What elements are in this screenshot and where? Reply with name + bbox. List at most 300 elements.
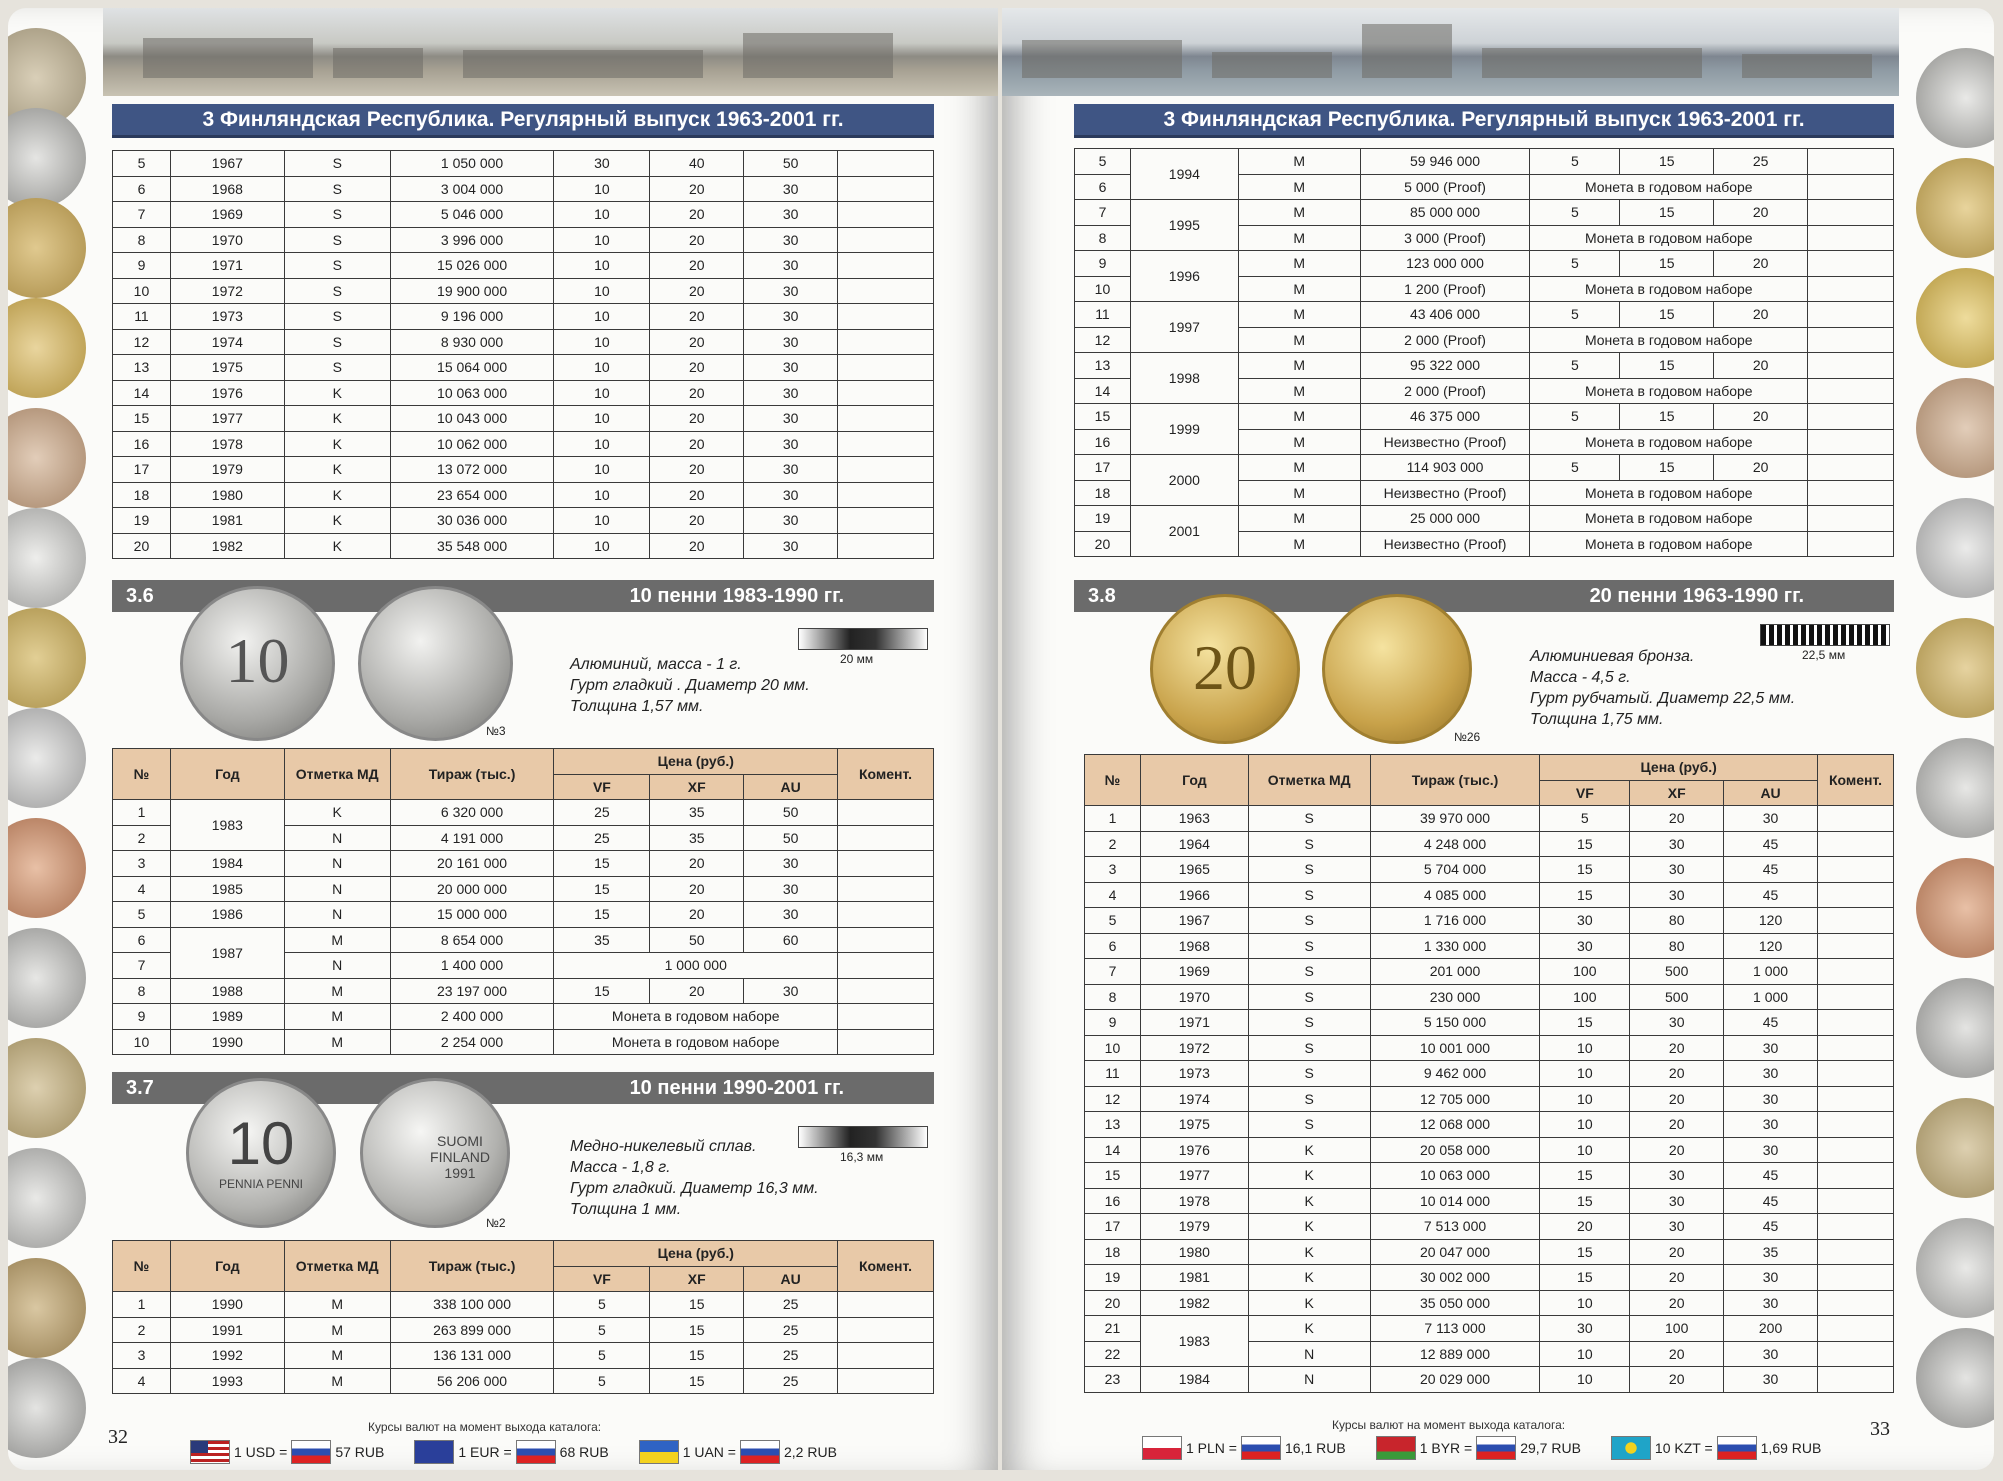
table-cell: 10 063 000 [1370,1163,1540,1189]
table-cell: 20 [1630,1239,1724,1265]
table-row [113,431,934,457]
table-cell: K [284,457,390,483]
coin-10-pennia-obverse-image: 10 [180,586,335,741]
ruler-label: 16,3 мм [840,1150,884,1164]
table-row [113,1004,934,1030]
table-cell: 1 [113,800,171,826]
table-cell: 30 [1630,857,1724,883]
table-cell: S [284,176,390,202]
table-cell: 5 [554,1343,650,1369]
table-cell: 19 900 000 [390,278,554,304]
comment-cell [1817,1341,1893,1367]
table-cell: 18 [1085,1239,1141,1265]
table-cell: 1967 [1140,908,1248,934]
table-cell: 30 [744,533,838,559]
table-cell: 5 150 000 [1370,1010,1540,1036]
table-cell: 17 [113,457,171,483]
comment-cell [838,902,934,928]
table-cell: 30 [744,304,838,330]
table-cell: 20 [650,978,744,1004]
left-page [8,8,998,1470]
table-row [1085,959,1894,985]
comment-cell [1817,1163,1893,1189]
table-cell: 1981 [170,508,284,534]
table-cell: 1974 [170,329,284,355]
table-cell: 3 [113,1343,171,1369]
coin-description: Алюминиевая бронза. Масса - 4,5 г. Гурт рубчатый. Диаметр 22,5 мм. Толщина 1,75 мм. [1530,648,1796,728]
comment-cell [1817,1112,1893,1138]
section-title: 10 пенни 1990-2001 гг. [629,1077,844,1099]
table-cell: 1992 [170,1343,284,1369]
table-cell: 50 [744,800,838,826]
table-cell: 30 [744,355,838,381]
table-cell: 8 930 000 [390,329,554,355]
comment-cell [1808,200,1894,226]
coin-lion-reverse-image [358,586,513,741]
table-cell: S [284,355,390,381]
table-cell: 15 [554,876,650,902]
table-cell: 20 [1630,806,1724,832]
table-cell: 10 [1085,1035,1141,1061]
table-cell: 9 [1085,1010,1141,1036]
currency-rates: 1 USD = 57 RUB 1 EUR = 68 RUB 1 UAN = 2,2 RUB [190,1440,837,1464]
table-cell: 8 [113,227,171,253]
table-cell: 45 [1724,1214,1818,1240]
comment-cell [838,329,934,355]
comment-cell [838,355,934,381]
table-row [1075,404,1894,430]
right-coin-strip [1899,8,1994,1470]
table-cell: 30 [1724,1341,1818,1367]
us-flag-icon [190,1440,230,1464]
comment-cell [838,1343,934,1369]
table-cell: Монета в годовом наборе [1530,480,1808,506]
table-cell: 2 [113,825,171,851]
table-cell: K [1248,1137,1370,1163]
table-cell: 15 [113,406,171,432]
table-cell: 1979 [1140,1214,1248,1240]
table-cell: 10 [1540,1341,1630,1367]
table-cell: 15 [554,902,650,928]
table-row [113,355,934,381]
table-cell: 30 [1724,1086,1818,1112]
table-cell: M [1238,149,1360,175]
table-cell: 45 [1724,882,1818,908]
ruler-label: 22,5 мм [1802,648,1846,662]
table-cell: 25 [744,1317,838,1343]
table-cell: 15 [1620,455,1714,481]
table-cell: 20 [1630,1061,1724,1087]
table-row [1085,857,1894,883]
table-cell: 25 [1714,149,1808,175]
comment-cell [838,253,934,279]
table-cell: S [1248,1061,1370,1087]
table-cell: K [284,431,390,457]
comment-cell [1808,404,1894,430]
table-cell: 15 [1540,831,1630,857]
table-cell: 2000 [1130,455,1238,506]
table-cell: 100 [1630,1316,1724,1342]
comment-cell [838,1368,934,1394]
table-cell: 15 [554,851,650,877]
table-cell: 15 064 000 [390,355,554,381]
table-cell: 7 [1085,959,1141,985]
table-cell: 1998 [1130,353,1238,404]
ru-flag-icon [291,1440,331,1464]
table-cell: K [284,406,390,432]
table-row [1085,1010,1894,1036]
table-cell: 30 [1540,1316,1630,1342]
table-cell: 1996 [1130,251,1238,302]
table-cell: 16 [1085,1188,1141,1214]
right-top-table [1074,148,1894,557]
table-cell: 15 [650,1343,744,1369]
comment-cell [838,304,934,330]
table-cell: Монета в годовом наборе [1530,378,1808,404]
table-cell: 3 [113,851,171,877]
catalog-number: №3 [486,724,506,738]
table-cell: 6 [113,176,171,202]
table-cell: Монета в годовом наборе [1530,327,1808,353]
table-cell: 30 [744,431,838,457]
table-cell: 8 [113,978,171,1004]
table-cell: 25 000 000 [1360,506,1530,532]
coin-20-pennia-obverse-image: 20 [1150,594,1300,744]
ru-flag-icon [1476,1436,1516,1460]
table-row [1085,984,1894,1010]
table-cell: 20 [1714,200,1808,226]
table-cell: 20 161 000 [390,851,554,877]
table-cell: 11 [1075,302,1131,328]
table-cell: S [1248,857,1370,883]
table-cell: 15 [1620,353,1714,379]
table-row [113,1029,934,1055]
comment-cell [1808,480,1894,506]
table-cell: 10 [554,253,650,279]
ua-flag-icon [639,1440,679,1464]
table-3-6: № Год Отметка МД Тираж (тыс.) Цена (руб.) Комент. VF XF AU 1 1983 K 6 320 000 25 35 50 2 N 4 191 000 25 35 50 3 1984 N 20 161 000 15 20 30 4 1985 N 20 000 000 15 20 30 5 1986 N 15 000 000 15 20 30 6 1987 M 8 654 000 35 50 60 7 N 1 400 000 1 000 000 8 1988 M 23 197 000 15 20 30 9 1989 M 2 400 000 Монета в годовом наборе 10 1990 M 2 254 000 Монета в годовом наборе [112,748,934,1055]
table-cell: 10 [1540,1035,1630,1061]
section-number: 3.7 [126,1077,154,1099]
comment-cell [1817,1290,1893,1316]
rates-caption: Курсы валют на момент выхода каталога: [368,1420,602,1434]
table-cell: 35 050 000 [1370,1290,1540,1316]
table-cell: 2 400 000 [390,1004,554,1030]
table-cell: S [1248,908,1370,934]
table-cell: 30 [744,278,838,304]
table-cell: 6 [113,927,171,953]
table-cell: 5 [554,1292,650,1318]
table-row [113,278,934,304]
table-cell: 10 [1540,1367,1630,1393]
table-cell: 30 [1630,882,1724,908]
table-cell: 5 [1530,404,1620,430]
table-cell: 17 [1075,455,1131,481]
table-cell: 15 [650,1368,744,1394]
table-cell: 3 000 (Proof) [1360,225,1530,251]
table-row [1085,1367,1894,1393]
table-cell: 4 191 000 [390,825,554,851]
table-cell: 15 [650,1292,744,1318]
table-cell: M [1238,200,1360,226]
table-cell: 20 [650,533,744,559]
table-cell: 30 [1630,831,1724,857]
table-cell: 20 [1714,302,1808,328]
table-row [113,227,934,253]
table-cell: 14 [1075,378,1131,404]
table-cell: 100 [1540,959,1630,985]
table-cell: 25 [744,1292,838,1318]
table-cell: 10 063 000 [390,380,554,406]
table-cell: N [1248,1367,1370,1393]
table-cell: 10 [554,278,650,304]
table-cell: 1970 [1140,984,1248,1010]
table-cell: K [284,508,390,534]
table-cell: 30 [744,176,838,202]
table-cell: 5 [1540,806,1630,832]
table-cell: 9 [113,253,171,279]
table-cell: 1972 [1140,1035,1248,1061]
comment-cell [1808,455,1894,481]
table-cell: 2 [113,1317,171,1343]
table-cell: 30 [1540,908,1630,934]
table-cell: 20 [650,851,744,877]
table-row [113,457,934,483]
table-cell: 2 000 (Proof) [1360,327,1530,353]
table-cell: 95 322 000 [1360,353,1530,379]
table-cell: S [1248,1112,1370,1138]
table-cell: 56 206 000 [390,1368,554,1394]
table-cell: 20 [650,508,744,534]
table-cell: S [284,304,390,330]
table-cell: 30 [744,380,838,406]
table-cell: 1983 [1140,1316,1248,1367]
table-cell: 1 000 [1724,959,1818,985]
table-cell: 6 [1075,174,1131,200]
table-cell: 5 [1530,251,1620,277]
page-number: 32 [108,1426,128,1448]
table-cell: K [1248,1188,1370,1214]
table-cell: 10 [554,176,650,202]
table-cell: 10 [554,508,650,534]
coin-description: Медно-никелевый сплав. Масса - 1,8 г. Гурт гладкий. Диаметр 16,3 мм. Толщина 1 мм. [570,1138,819,1218]
table-row [113,927,934,953]
table-cell: 10 [1540,1112,1630,1138]
table-row [1085,1188,1894,1214]
comment-cell [838,1029,934,1055]
table-cell: M [1238,302,1360,328]
table-cell: M [284,1029,390,1055]
table-cell: 20 [1630,1137,1724,1163]
table-cell: 15 [1620,200,1714,226]
table-cell: S [1248,882,1370,908]
table-cell: M [284,1292,390,1318]
table-cell: 80 [1630,908,1724,934]
table-cell: M [1238,531,1360,557]
table-cell: 12 705 000 [1370,1086,1540,1112]
size-ruler [1760,624,1890,646]
table-cell: 1997 [1130,302,1238,353]
comment-cell [838,380,934,406]
table-3-7: № Год Отметка МД Тираж (тыс.) Цена (руб.) Комент. VF XF AU 1 1990 M 338 100 000 5 15 25 2 1991 M 263 899 000 5 15 25 3 1992 M 136 131 000 5 15 25 4 1993 M 56 206 000 5 15 25 [112,1240,934,1394]
table-cell: N [284,876,390,902]
table-cell: M [284,927,390,953]
table-cell: 14 [113,380,171,406]
table-cell: 200 [1724,1316,1818,1342]
table-cell: 45 [1724,1163,1818,1189]
table-row [113,533,934,559]
table-cell: 1984 [170,851,284,877]
table-cell: 7 113 000 [1370,1316,1540,1342]
table-cell: 8 654 000 [390,927,554,953]
table-cell: 10 [554,457,650,483]
table-cell: 1973 [170,304,284,330]
table-cell: N [284,851,390,877]
table-cell: 5 704 000 [1370,857,1540,883]
table-cell: 7 [1075,200,1131,226]
table-row [113,1317,934,1343]
table-cell: 5 000 (Proof) [1360,174,1530,200]
table-cell: 20 [1630,1341,1724,1367]
comment-cell [1808,251,1894,277]
table-cell: K [1248,1290,1370,1316]
table-cell: 12 889 000 [1370,1341,1540,1367]
ru-flag-icon [1717,1436,1757,1460]
table-cell: 15 [1540,1265,1630,1291]
table-cell: 1995 [1130,200,1238,251]
right-page [1002,8,1994,1470]
table-cell: 1973 [1140,1061,1248,1087]
table-cell: 20 029 000 [1370,1367,1540,1393]
ru-flag-icon [1241,1436,1281,1460]
table-cell: 20 047 000 [1370,1239,1540,1265]
table-cell: 22 [1085,1341,1141,1367]
table-cell: 10 [554,355,650,381]
table-cell: 20 [650,329,744,355]
table-cell: 20 [113,533,171,559]
table-cell: 1975 [170,355,284,381]
table-cell: 3 004 000 [390,176,554,202]
table-cell: 30 [1724,1061,1818,1087]
table-cell: 1980 [170,482,284,508]
table-cell: S [284,227,390,253]
table-cell: 30 [1724,1290,1818,1316]
table-cell: 123 000 000 [1360,251,1530,277]
table-cell: S [1248,1086,1370,1112]
table-cell: K [1248,1163,1370,1189]
table-cell: 30 [744,508,838,534]
table-cell: 30 [744,978,838,1004]
comment-cell [1808,378,1894,404]
table-cell: 1978 [170,431,284,457]
table-cell: 25 [554,800,650,826]
table-cell: 15 [1620,149,1714,175]
table-cell: 20 [650,227,744,253]
table-cell: S [284,329,390,355]
table-cell: 5 [1530,149,1620,175]
comment-cell [1817,857,1893,883]
table-cell: 30 [744,876,838,902]
table-cell: 20 [650,278,744,304]
table-cell: 10 [554,329,650,355]
comment-cell [1817,984,1893,1010]
table-row [113,176,934,202]
table-cell: 338 100 000 [390,1292,554,1318]
comment-cell [1808,276,1894,302]
table-cell: 9 [113,1004,171,1030]
comment-cell [838,176,934,202]
table-cell: 10 [554,380,650,406]
table-cell: N [284,902,390,928]
comment-cell [1817,959,1893,985]
table-cell: 30 [1724,806,1818,832]
table-cell: 2001 [1130,506,1238,557]
table-cell: 13 072 000 [390,457,554,483]
table-cell: 7 [113,953,171,979]
comment-cell [1817,1010,1893,1036]
table-row [1085,908,1894,934]
table-cell: 13 [113,355,171,381]
table-cell: 2 [1085,831,1141,857]
table-cell: 30 [744,406,838,432]
comment-cell [1817,1239,1893,1265]
comment-cell [1817,1035,1893,1061]
table-cell: 45 [1724,857,1818,883]
table-cell: 16 [1075,429,1131,455]
table-cell: 20 [650,380,744,406]
table-cell: 5 [1530,200,1620,226]
table-row [113,253,934,279]
table-cell: 45 [1724,831,1818,857]
table-cell: 263 899 000 [390,1317,554,1343]
table-cell: 80 [1630,933,1724,959]
table-cell: 4 248 000 [1370,831,1540,857]
table-cell: 20 [650,902,744,928]
comment-cell [1817,806,1893,832]
comment-cell [1808,531,1894,557]
table-cell: 35 548 000 [390,533,554,559]
table-row [113,508,934,534]
table-cell: 20 [1714,455,1808,481]
table-cell: N [284,825,390,851]
table-row [1085,1112,1894,1138]
table-cell: 15 026 000 [390,253,554,279]
table-cell: 15 [1075,404,1131,430]
comment-cell [1808,429,1894,455]
table-cell: 30 [1630,1188,1724,1214]
table-cell: 20 [1540,1214,1630,1240]
table-cell: 12 [1075,327,1131,353]
table-cell: 4 085 000 [1370,882,1540,908]
table-cell: 30 [554,151,650,177]
table-cell: 1965 [1140,857,1248,883]
table-cell: 10 [554,482,650,508]
table-cell: 15 [1540,857,1630,883]
table-cell: 5 [1530,353,1620,379]
table-cell: 1978 [1140,1188,1248,1214]
table-row [113,851,934,877]
table-cell: M [1238,276,1360,302]
table-cell: 1963 [1140,806,1248,832]
table-cell: 7 513 000 [1370,1214,1540,1240]
table-cell: 30 [1724,1367,1818,1393]
table-cell: Монета в годовом наборе [1530,276,1808,302]
table-cell: 120 [1724,908,1818,934]
table-cell: S [1248,806,1370,832]
table-row [1085,1290,1894,1316]
table-cell: 15 [1540,1239,1630,1265]
table-cell: 18 [113,482,171,508]
